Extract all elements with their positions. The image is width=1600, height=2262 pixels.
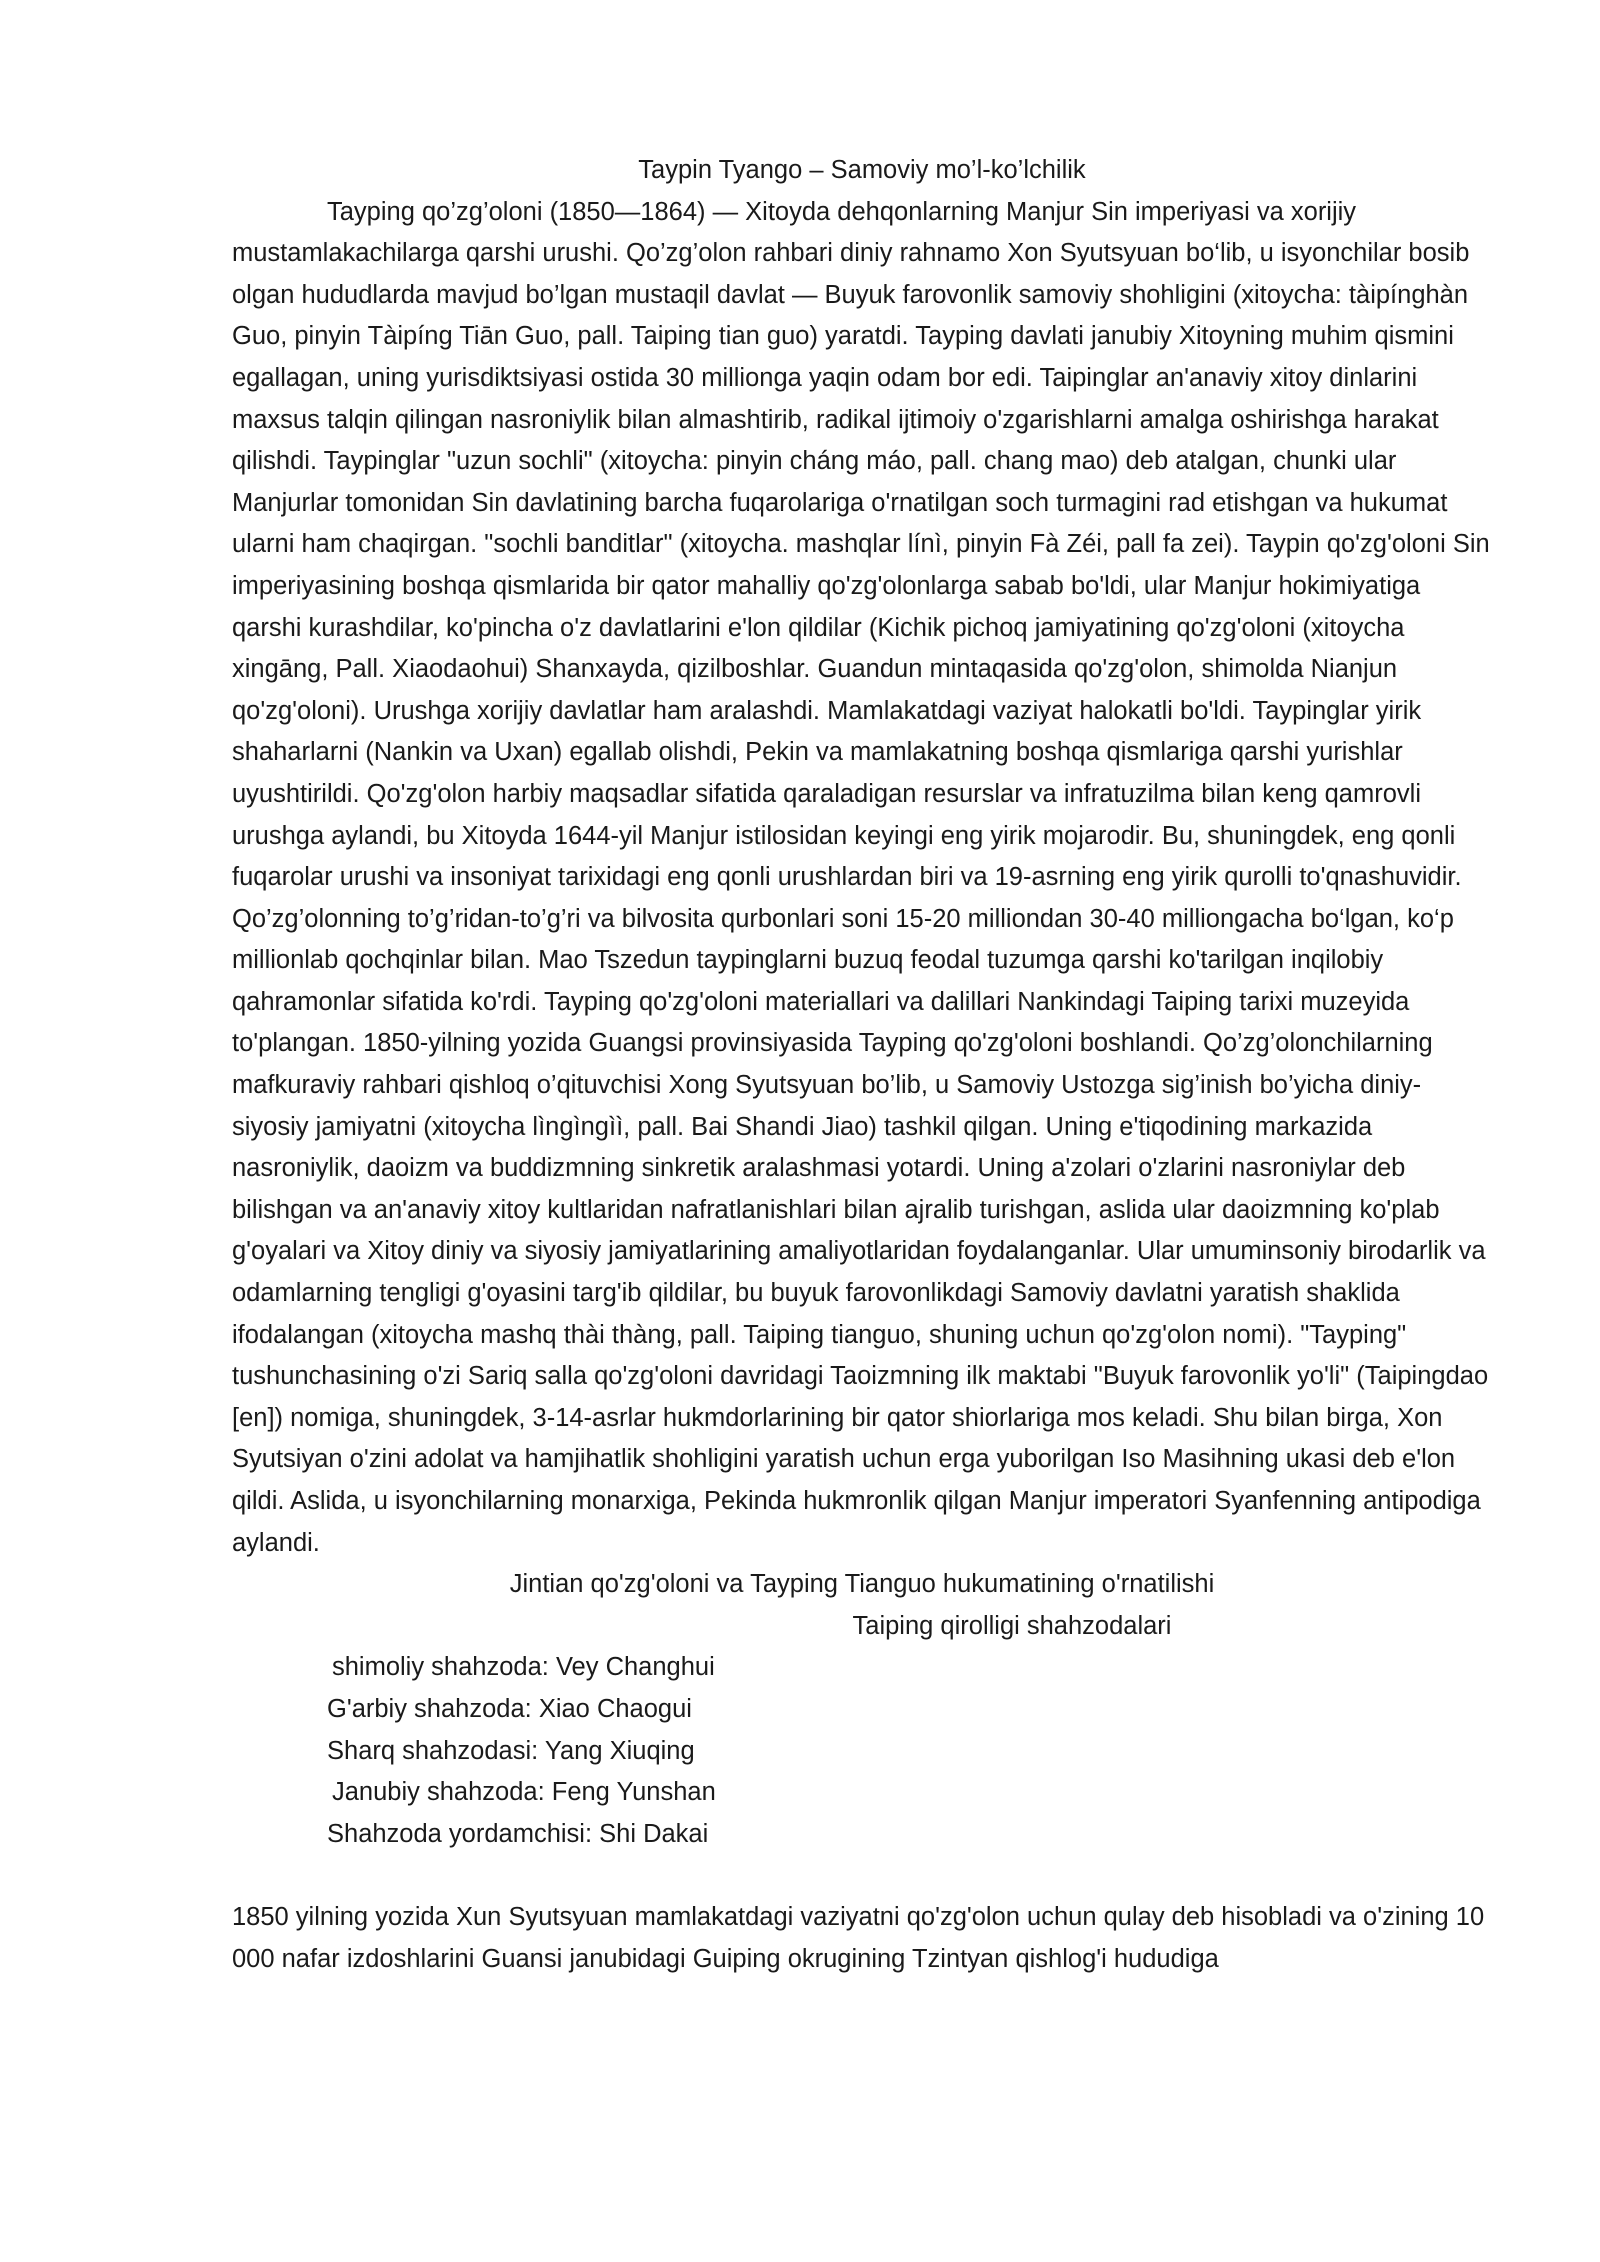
blank-line [232,1855,1492,1897]
section-heading-princes: Taiping qirolligi shahzodalari [852,1611,1172,1640]
prince-item-north: shimoliy shahzoda: Vey Changhui [332,1653,715,1682]
prince-item-south: Janubiy shahzoda: Feng Yunshan [332,1778,716,1807]
prince-item-east: Sharq shahzodasi: Yang Xiuqing [327,1736,695,1765]
princes-list [232,1647,1492,1855]
prince-item-west: G'arbiy shahzoda: Xiao Chaogui [327,1694,692,1723]
document-title: Taypin Tyango – Samoviy mo’l-ko’lchilik [638,156,1086,184]
document-body [232,150,1492,1980]
section-heading-jintian: Jintian qo'zg'oloni va Tayping Tianguo hukumatining o'rnatilishi [509,1570,1215,1599]
closing-paragraph: 1850 yilning yozida Xun Syutsyuan mamlakatdagi vaziyatni qo'zg'olon uchun qulay deb hisobladi va o'zining 10 000 nafar izdoshlarini Guansi janubidagi Guiping okrugining Tzintyan qishlog'i hududiga [232,1902,1485,1973]
main-paragraph: Tayping qo’zg’oloni (1850—1864) — Xitoyda dehqonlarning Manjur Sin imperiyasi va xorijiy mustamlakachilarga qarshi urushi. Qo’zg’olon rahbari diniy rahnamo Xon Syutsyuan bo‘lib, u isyonchilar bosib olgan hududlarda mavjud bo’lgan mustaqil davlat — Buyuk farovonlik samoviy shohligini (xitoycha: tàipínghàn Guo, pinyin Tàipíng Tiān Guo, pall. Taiping tian guo) yaratdi. Tayping davlati janubiy Xitoyning muhim qismini egallagan, uning yurisdiktsiyasi ostida 30 millionga yaqin odam bor edi. Taipinglar an'anaviy xitoy dinlarini maxsus talqin qilingan nasroniylik bilan almashtirib, radikal ijtimoiy o'zgarishlarni amalga oshirishga harakat qilishdi. Taypinglar "uzun sochli" (xitoycha: pinyin cháng máo, pall. chang mao) deb atalgan, chunki ular Manjurlar tomonidan Sin davlatining barcha fuqarolariga o'rnatilgan soch turmagini rad etishgan va hukumat ularni ham chaqirgan. "sochli banditlar" (xitoycha. mashqlar línì, pinyin Fà Zéi, pall fa zei). Taypin qo'zg'oloni Sin imperiyasining boshqa qismlarida bir qator mahalliy qo'zg'olonlarga sabab bo'ldi, ular Manjur hokimiyatiga qarshi kurashdilar, ko'pincha o'z davlatlarini e'lon qildilar (Kichik pichoq jamiyatining qo'zg'oloni (xitoycha xingāng, Pall. Xiaodaohui) Shanxayda, qizilboshlar. Guandun mintaqasida qo'zg'olon, shimolda Nianjun qo'zg'oloni). Urushga xorijiy davlatlar ham aralashdi. Mamlakatdagi vaziyat halokatli bo'ldi. Taypinglar yirik shaharlarni (Nankin va Uxan) egallab olishdi, Pekin va mamlakatning boshqa qismlariga qarshi yurishlar uyushtirildi. Qo'zg'olon harbiy maqsadlar sifatida qaraladigan resurslar va infratuzilma bilan keng qamrovli urushga aylandi, bu Xitoyda 1644-yil Manjur istilosidan keyingi eng yirik mojarodir. Bu, shuningdek, eng qonli fuqarolar urushi va insoniyat tarixidagi eng qonli urushlardan biri va 19-asrning eng yirik qurolli to'qnashuvidir. Qo’zg’olonning to’g’ridan-to’g’ri va bilvosita qurbonlari soni 15-20 milliondan 30-40 milliongacha bo‘lgan, ko‘p millionlab qochqinlar bilan. Mao Tszedun taypinglarni buzuq feodal tuzumga qarshi ko'tarilgan inqilobiy qahramonlar sifatida ko'rdi. Tayping qo'zg'oloni materiallari va dalillari Nankindagi Taiping tarixi muzeyida to'plangan. 1850-yilning yozida Guangsi provinsiyasida Tayping qo'zg'oloni boshlandi. Qo’zg’olonchilarning mafkuraviy rahbari qishloq o’qituvchisi Xong Syutsyuan bo’lib, u Samoviy Ustozga sig’inish bo’yicha diniy-siyosiy jamiyatni (xitoycha lìngìngìì, pall. Bai Shandi Jiao) tashkil qilgan. Uning e'tiqodining markazida nasroniylik, daoizm va buddizmning sinkretik aralashmasi yotardi. Uning a'zolari o'zlarini nasroniylar deb bilishgan va an'anaviy xitoy kultlaridan nafratlanishlari bilan ajralib turishgan, aslida ular daoizmning ko'plab g'oyalari va Xitoy diniy va siyosiy jamiyatlarining amaliyotlaridan foydalanganlar. Ular umuminsoniy birodarlik va odamlarning tengligi g'oyasini targ'ib qildilar, bu buyuk farovonlikdagi Samoviy davlatni yaratish shaklida ifodalangan (xitoycha mashq thài thàng, pall. Taiping tianguo, shuning uchun qo'zg'olon nomi). "Tayping" tushunchasining o'zi Sariq salla qo'zg'oloni davridagi Taoizmning ilk maktabi "Buyuk farovonlik yo'li" (Taipingdao [en]) nomiga, shuningdek, 3-14-asrlar hukmdorlarining bir qator shiorlariga mos keladi. Shu bilan birga, Xon Syutsiyan o'zini adolat va hamjihatlik shohligini yaratish uchun erga yuborilgan Iso Masihning ukasi deb e'lon qildi. Aslida, u isyonchilarning monarxiga, Pekinda hukmronlik qilgan Manjur imperatori Syanfenning antipodiga aylandi. [232,197,1490,1557]
prince-item-assistant: Shahzoda yordamchisi: Shi Dakai [327,1819,709,1848]
